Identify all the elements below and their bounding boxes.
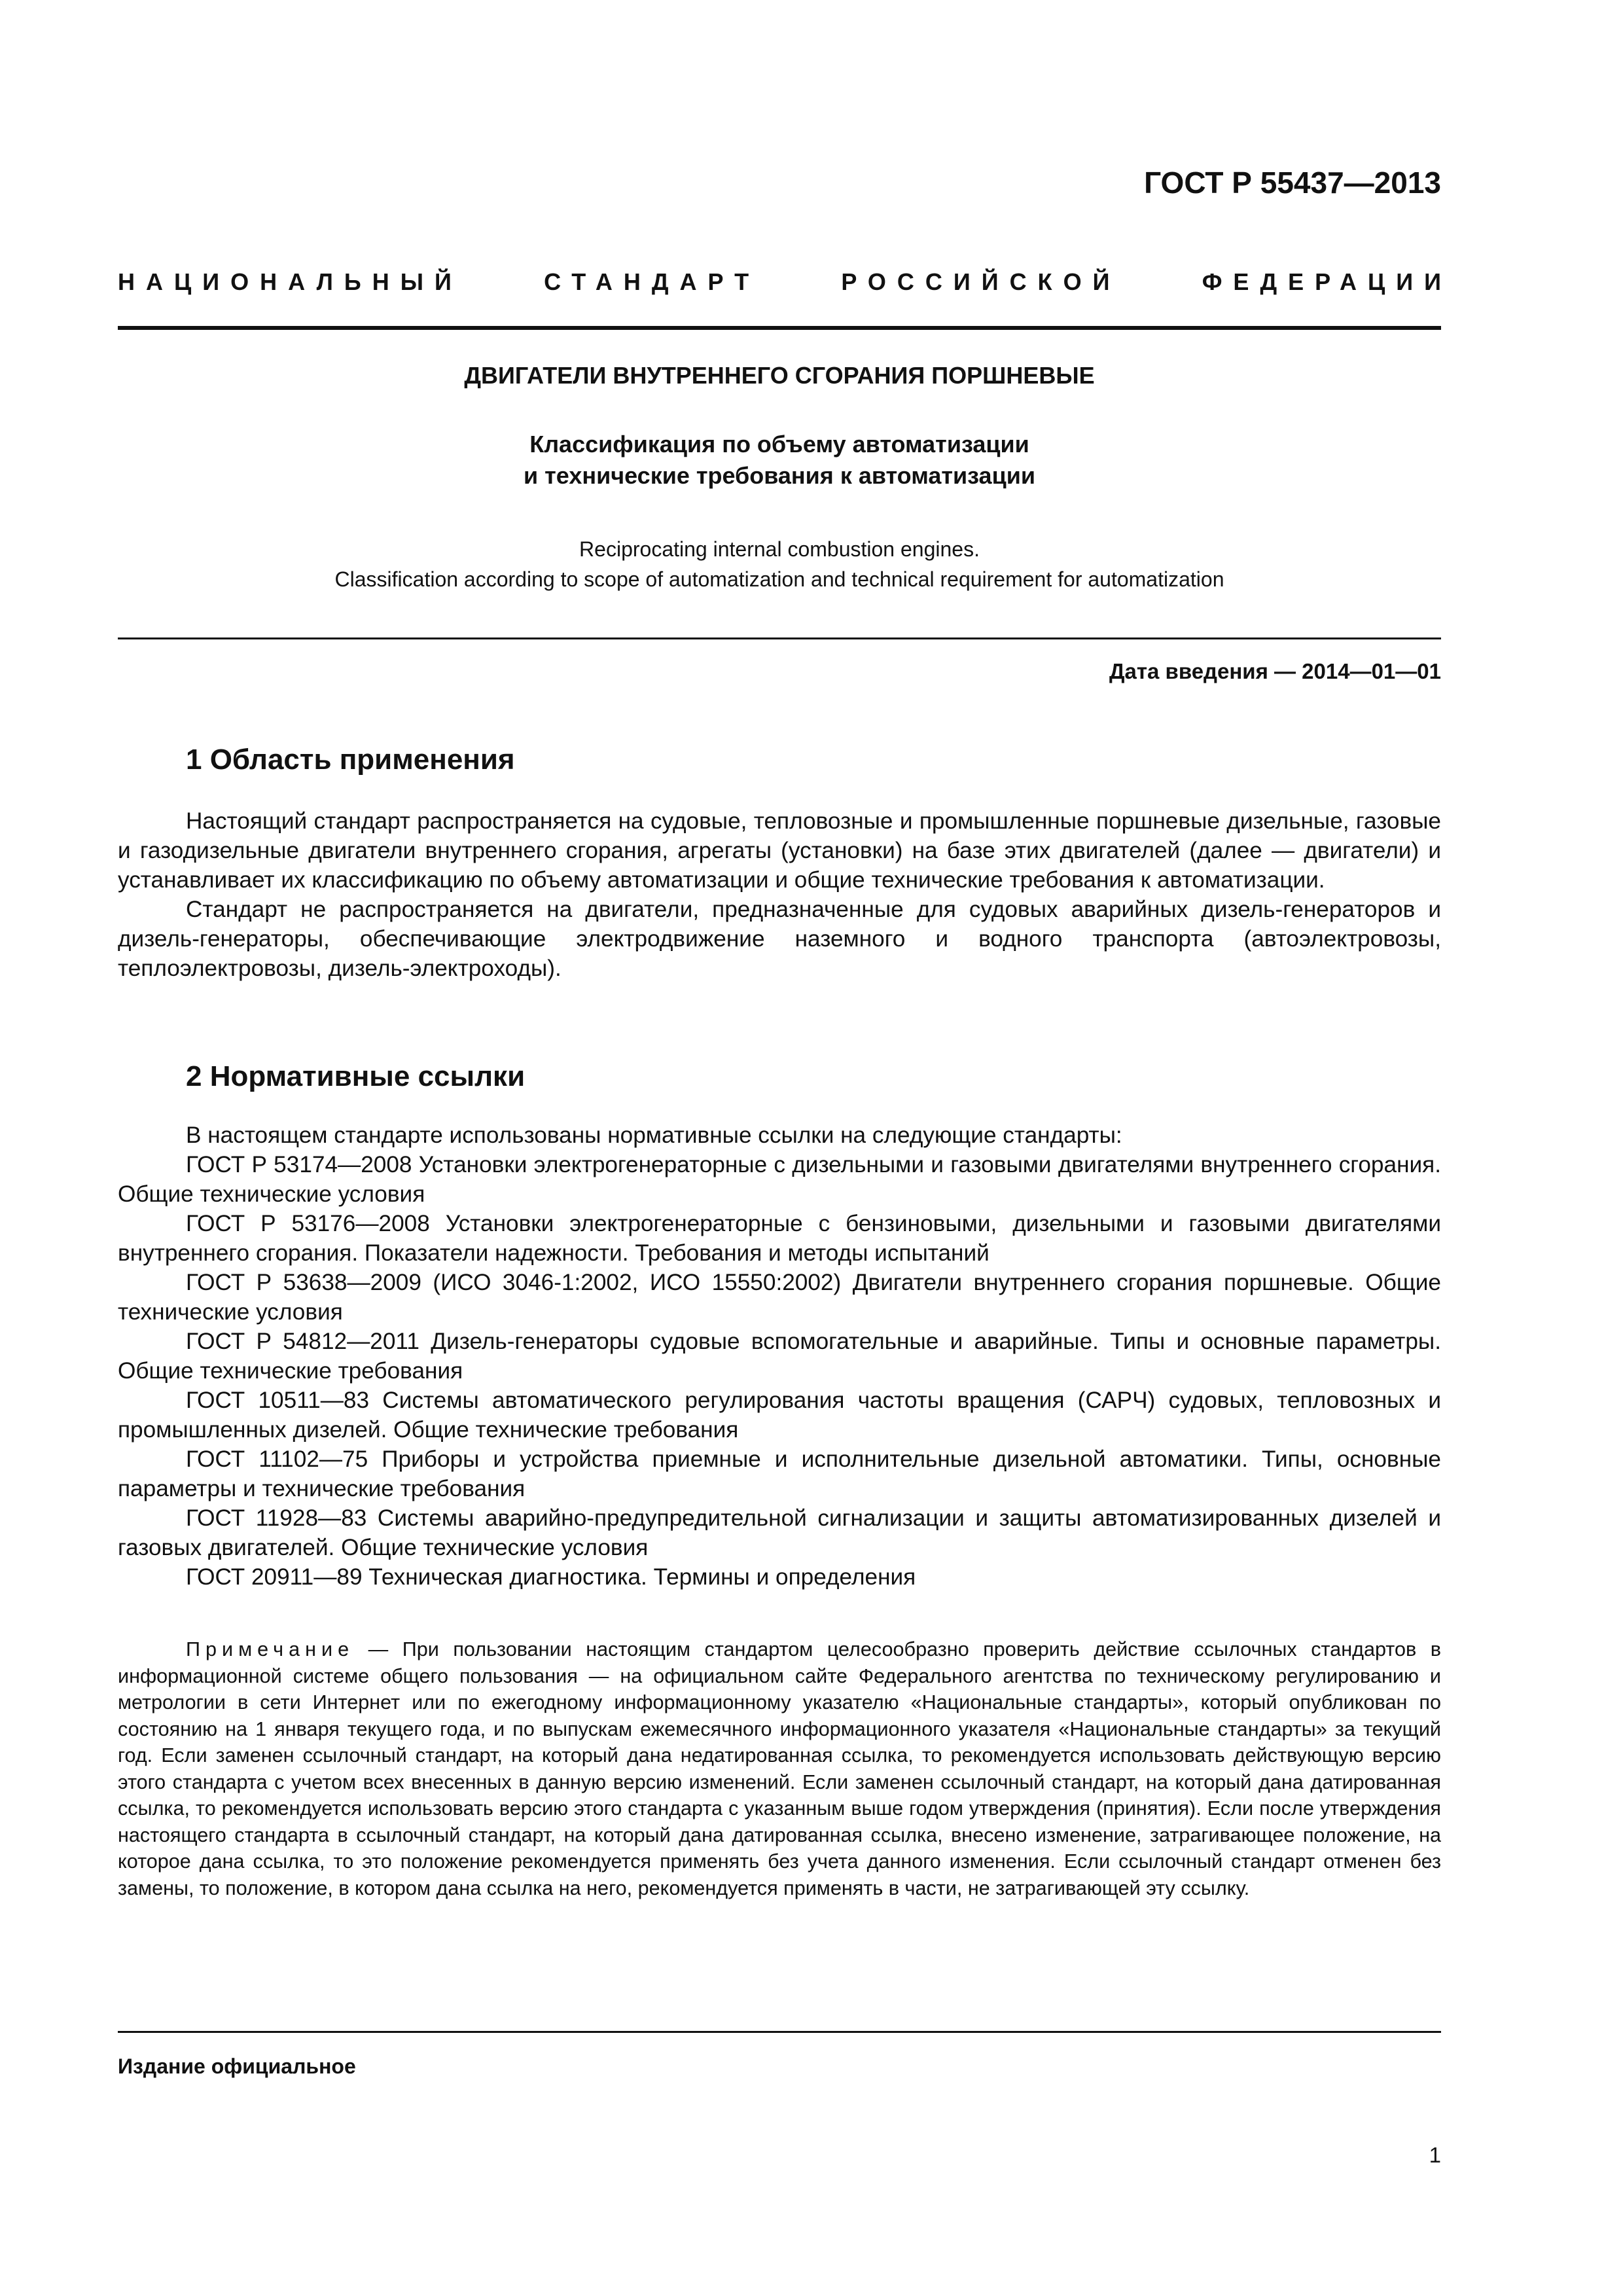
reference-item: ГОСТ Р 53174—2008 Установки электрогенераторные с дизельными и газовыми двигателями внутреннего сгорания. Общие технические условия: [118, 1152, 1441, 1207]
reference-item: ГОСТ 11928—83 Системы аварийно-предупредительной сигнализации и защиты автоматизированных дизелей и газовых двигателей. Общие технические условия: [118, 1505, 1441, 1560]
document-number: ГОСТ Р 55437—2013: [1144, 166, 1441, 200]
reference-item: ГОСТ Р 54812—2011 Дизель-генераторы судовые вспомогательные и аварийные. Типы и основные параметры. Общие технические требования: [118, 1329, 1441, 1384]
document-title: ДВИГАТЕЛИ ВНУТРЕННЕГО СГОРАНИЯ ПОРШНЕВЫЕ: [464, 362, 1095, 389]
reference-item: ГОСТ 20911—89 Техническая диагностика. Термины и определения: [186, 1564, 916, 1590]
reference-item: ГОСТ Р 53176—2008 Установки электрогенераторные с бензиновыми, дизельными и газовыми двигателями внутреннего сгорания. Показатели надежности. Требования и методы испытаний: [118, 1211, 1441, 1266]
reference-item: ГОСТ 11102—75 Приборы и устройства приемные и исполнительные дизельной автоматики. Типы, основные параметры и технические требования: [118, 1446, 1441, 1501]
note-label: Примечание: [186, 1638, 355, 1660]
paragraph: Настоящий стандарт распространяется на судовые, тепловозные и промышленные поршневые дизельные, газовые и газодизельные двигатели внутреннего сгорания, агрегаты (установки) на базе этих двигателей (далее — двигатели) и устанавливает их классификацию по объему автоматизации и общие технические требования к автоматизации.: [118, 808, 1441, 893]
footer-divider: [118, 2031, 1441, 2033]
english-title-line: Reciprocating internal combustion engines.: [579, 537, 980, 561]
section-scope-body: [118, 806, 1441, 983]
subtitle-line: и технические требования к автоматизации: [524, 462, 1035, 489]
edition-label: Издание официальное: [118, 2054, 356, 2078]
reference-item: ГОСТ Р 53638—2009 (ИСО 3046-1:2002, ИСО 15550:2002) Двигатели внутреннего сгорания поршневые. Общие технические условия: [118, 1270, 1441, 1325]
banner-word: НАЦИОНАЛЬНЫЙ: [118, 268, 463, 295]
banner-word: РОССИЙСКОЙ: [841, 268, 1121, 295]
note-text: — При пользовании настоящим стандартом целесообразно проверить действие ссылочных стандартов в информационной системе общего пользования — на официальном сайте Федерального агентства по техническому регулированию и метрологии в сети Интернет или по ежегодному информационному указателю «Национальные стандарты», который опубликован по состоянию на 1 января текущего года, и по выпускам ежемесячного информационного указателя «Национальные стандарты» за текущий год. Если заменен ссылочный стандарт, на который дана недатированная ссылка, то рекомендуется использовать действующую версию этого стандарта с учетом всех внесенных в данную версию изменений. Если заменен ссылочный стандарт, на который дана датированная ссылка, то рекомендуется использовать версию этого стандарта с указанным выше годом утверждения (принятия). Если после утверждения настоящего стандарта в ссылочный стандарт, на который дана датированная ссылка, внесено изменение, затрагивающее положение, на которое дана ссылка, то это положение рекомендуется применять без учета данного изменения. Если ссылочный стандарт отменен без замены, то положение, в котором дана ссылка на него, рекомендуется применять в части, не затрагивающей эту ссылку.: [118, 1638, 1442, 1899]
page-number: 1: [1429, 2143, 1441, 2167]
national-standard-banner: [118, 268, 1452, 296]
banner-word: СТАНДАРТ: [544, 268, 760, 295]
section-heading-references: 2 Нормативные ссылки: [186, 1060, 526, 1092]
reference-item: ГОСТ 10511—83 Системы автоматического регулирования частоты вращения (САРЧ) судовых, тепловозных и промышленных дизелей. Общие технические требования: [118, 1388, 1441, 1443]
paragraph: Стандарт не распространяется на двигатели, предназначенные для судовых аварийных дизель-генераторов и дизель-генераторы, обеспечивающие электродвижение наземного и водного транспорта (автоэлектровозы, теплоэлектровозы, дизель-электроходы).: [118, 897, 1441, 981]
document-page: [118, 0, 1452, 2296]
subtitle-line: Классификация по объему автоматизации: [529, 431, 1029, 457]
header-divider: [118, 326, 1441, 330]
banner-word: ФЕДЕРАЦИИ: [1202, 268, 1452, 295]
english-title-line: Classification according to scope of automatization and technical requirement for automatization: [334, 567, 1224, 591]
section-heading-scope: 1 Область применения: [186, 744, 515, 776]
english-title: [118, 534, 1441, 594]
note: [118, 1636, 1441, 1901]
document-subtitle: [118, 429, 1441, 492]
introduction-date: Дата введения — 2014—01—01: [1109, 659, 1441, 683]
references-intro: В настоящем стандарте использованы нормативные ссылки на следующие стандарты:: [186, 1122, 1122, 1148]
section-references-body: [118, 1121, 1441, 1592]
title-divider: [118, 637, 1441, 639]
